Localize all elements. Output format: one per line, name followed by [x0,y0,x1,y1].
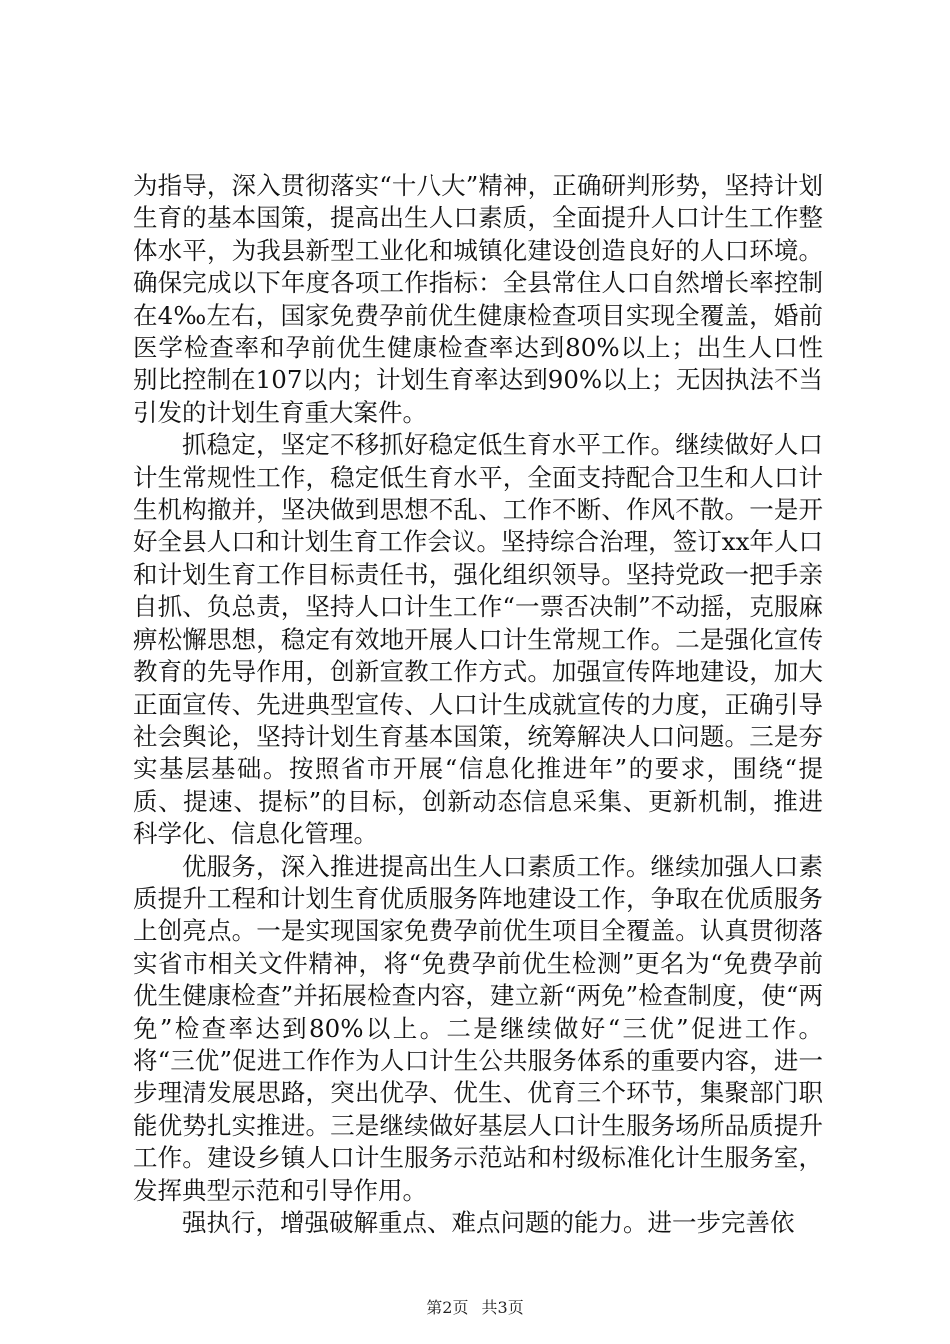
document-body [133,170,823,1239]
paragraph-service: 优服务，深入推进提高出生人口素质工作。继续加强人口素质提升工程和计划生育优质服务阵地建设工作，争取在优质服务上创亮点。一是实现国家免费孕前优生项目全覆盖。认真贯彻落实省市相关文件精神，将“免费孕前优生检测”更名为“免费孕前优生健康检查”并拓展检查内容，建立新“两免”检查制度，使“两免”检查率达到80%以上。二是继续做好“三优”促进工作。将“三优”促进工作作为人口计生公共服务体系的重要内容，进一步理清发展思路，突出优孕、优生、优育三个环节，集聚部门职能优势扎实推进。三是继续做好基层人口计生服务场所品质提升工作。建设乡镇人口计生服务示范站和村级标准化计生服务室，发挥典型示范和引导作用。 [133,851,823,1205]
page-number: 第2页 [426,1298,469,1317]
paragraph-stability: 抓稳定，坚定不移抓好稳定低生育水平工作。继续做好人口计生常规性工作，稳定低生育水平，全面支持配合卫生和人口计生机构撤并，坚决做到思想不乱、工作不断、作风不散。一是开好全县人口和计划生育工作会议。坚持综合治理，签订xx年人口和计划生育工作目标责任书，强化组织领导。坚持党政一把手亲自抓、负总责，坚持人口计生工作“一票否决制”不动摇，克服麻痹松懈思想，稳定有效地开展人口计生常规工作。二是强化宣传教育的先导作用，创新宣教工作方式。加强宣传阵地建设，加大正面宣传、先进典型宣传、人口计生成就宣传的力度，正确引导社会舆论，坚持计划生育基本国策，统筹解决人口问题。三是夯实基层基础。按照省市开展“信息化推进年”的要求，围绕“提质、提速、提标”的目标，创新动态信息采集、更新机制，推进科学化、信息化管理。 [133,430,823,849]
page-total: 共3页 [481,1298,524,1317]
page-footer [0,1298,950,1318]
paragraph-intro: 为指导，深入贯彻落实“十八大”精神，正确研判形势，坚持计划生育的基本国策，提高出生人口素质，全面提升人口计生工作整体水平，为我县新型工业化和城镇化建设创造良好的人口环境。确保完成以下年度各项工作指标：全县常住人口自然增长率控制在4‰左右，国家免费孕前优生健康检查项目实现全覆盖，婚前医学检查率和孕前优生健康检查率达到80%以上；出生人口性别比控制在107以内；计划生育率达到90%以上；无因执法不当引发的计划生育重大案件。 [133,171,823,427]
paragraph-execution: 强执行，增强破解重点、难点问题的能力。进一步完善依 [182,1208,795,1237]
